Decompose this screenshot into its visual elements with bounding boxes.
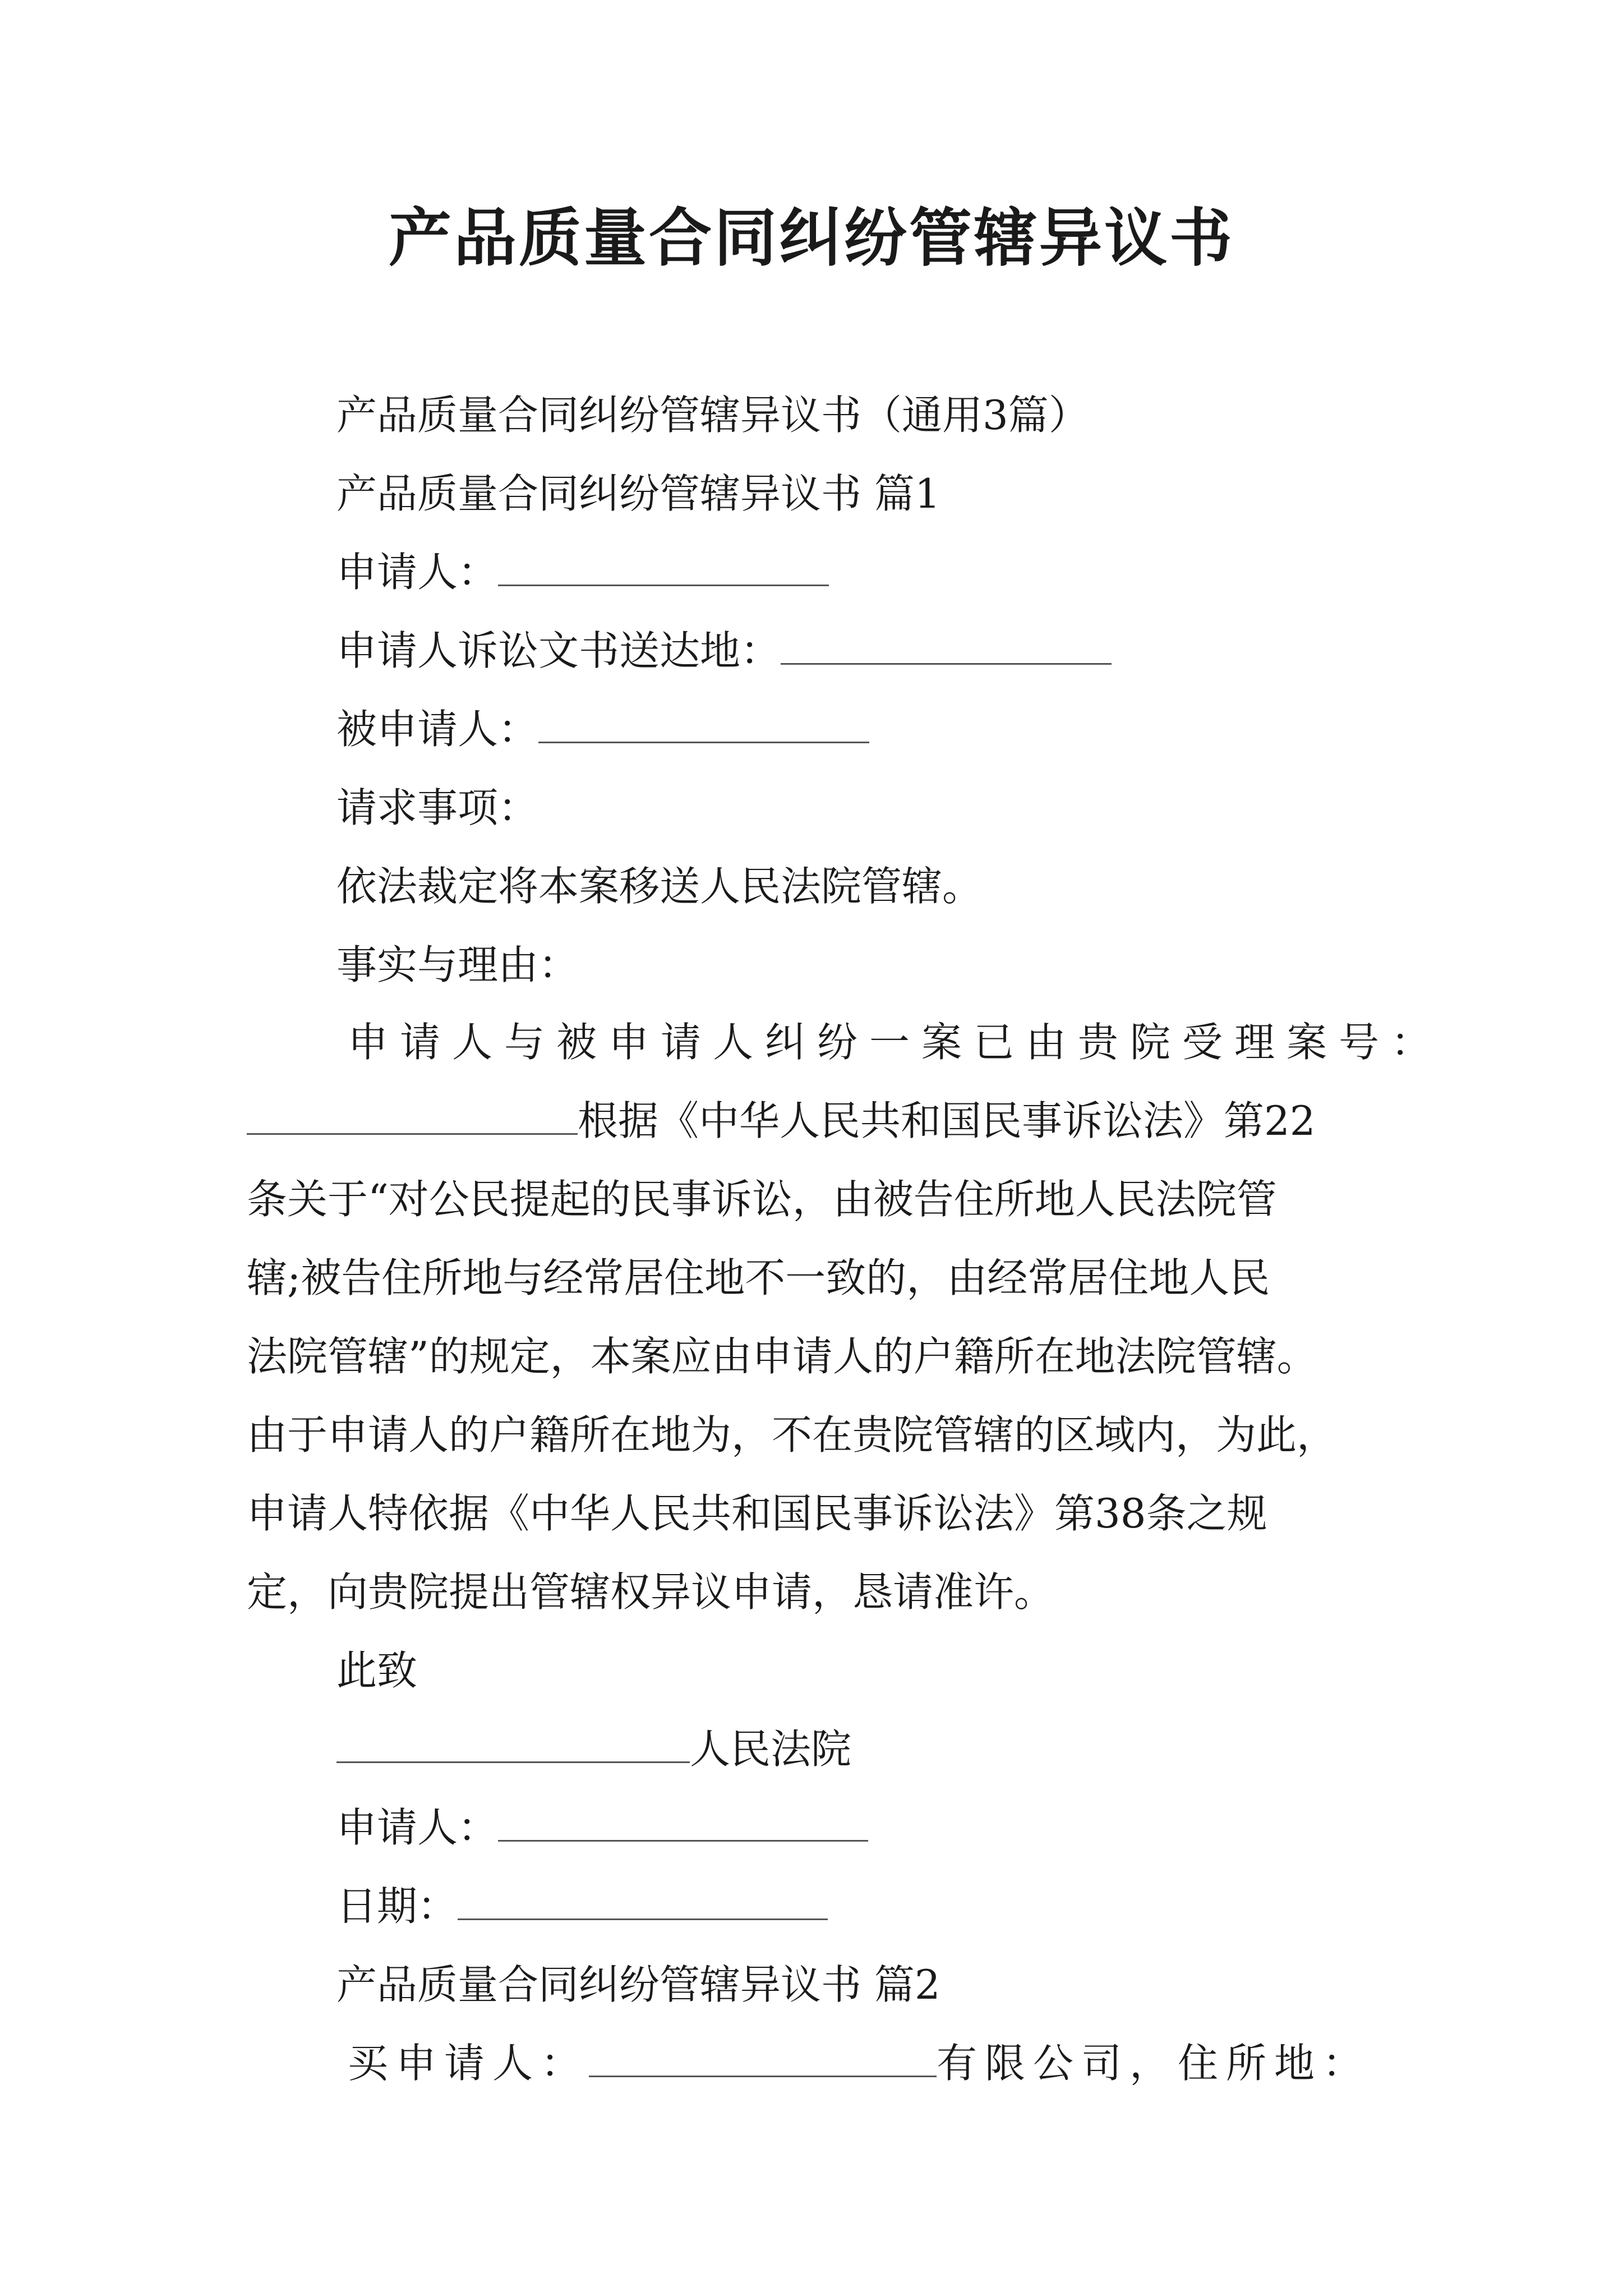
- document-subtitle: 产品质量合同纠纷管辖异议书（通用3篇）: [336, 392, 1089, 439]
- buyer-blank: [589, 2036, 937, 2077]
- applicant-row: [336, 544, 829, 600]
- section1-heading: 产品质量合同纠纷管辖异议书 篇1: [336, 470, 940, 517]
- signature-row: [336, 1800, 868, 1856]
- service-address-row: [336, 623, 1112, 679]
- applicant-blank: [498, 545, 829, 586]
- date-blank: [458, 1879, 828, 1920]
- facts-line-4: 辖;被告住所地与经常居住地不一致的，由经常居住地人民: [247, 1254, 1270, 1301]
- section2-heading: 产品质量合同纠纷管辖异议书 篇2: [336, 1961, 940, 2008]
- service-address-blank: [781, 624, 1112, 665]
- request-label: 请求事项：: [336, 784, 539, 831]
- service-address-label: 申请人诉讼文书送达地：: [336, 627, 781, 674]
- facts-line-2-row: [247, 1093, 1316, 1149]
- facts-line-8: 定，向贵院提出管辖权异议申请，恳请准许。: [247, 1568, 1055, 1616]
- signature-label: 申请人：: [336, 1804, 499, 1851]
- respondent-row: [336, 701, 869, 757]
- date-row: [336, 1878, 828, 1934]
- request-text: 依法裁定将本案移送人民法院管辖。: [336, 863, 983, 910]
- facts-line-7: 申请人特依据《中华人民共和国民事诉讼法》第38条之规: [247, 1490, 1267, 1537]
- facts-line-3: 条关于“对公民提起的民事诉讼，由被告住所地人民法院管: [247, 1176, 1277, 1223]
- document-title: 产品质量合同纠纷管辖异议书: [389, 201, 1234, 275]
- company-suffix: 有限公司，住所地：: [937, 2040, 1371, 2087]
- facts-line-1: 申请人与被申请人纠纷一案已由贵院受理案号：: [348, 1019, 1444, 1066]
- buyer-label: 买申请人：: [348, 2040, 589, 2087]
- date-label: 日期：: [336, 1883, 458, 1930]
- case-number-blank: [247, 1094, 578, 1135]
- facts-line-5: 法院管辖”的规定，本案应由申请人的户籍所在地法院管辖。: [247, 1333, 1317, 1380]
- facts-label: 事实与理由：: [336, 941, 579, 988]
- respondent-label: 被申请人：: [336, 706, 539, 753]
- closing: 此致: [336, 1647, 418, 1694]
- respondent-blank: [538, 702, 869, 743]
- facts-line-2: 根据《中华人民共和国民事诉讼法》第22: [578, 1097, 1316, 1144]
- applicant-label: 申请人：: [336, 549, 499, 596]
- signature-blank: [498, 1801, 868, 1842]
- court-row: [336, 1721, 851, 1777]
- buyer-row: [348, 2035, 1371, 2091]
- facts-line-6: 由于申请人的户籍所在地为，不在贵院管辖的区域内，为此，: [247, 1411, 1338, 1458]
- court-blank: [336, 1722, 690, 1763]
- court-suffix: 人民法院: [690, 1726, 852, 1773]
